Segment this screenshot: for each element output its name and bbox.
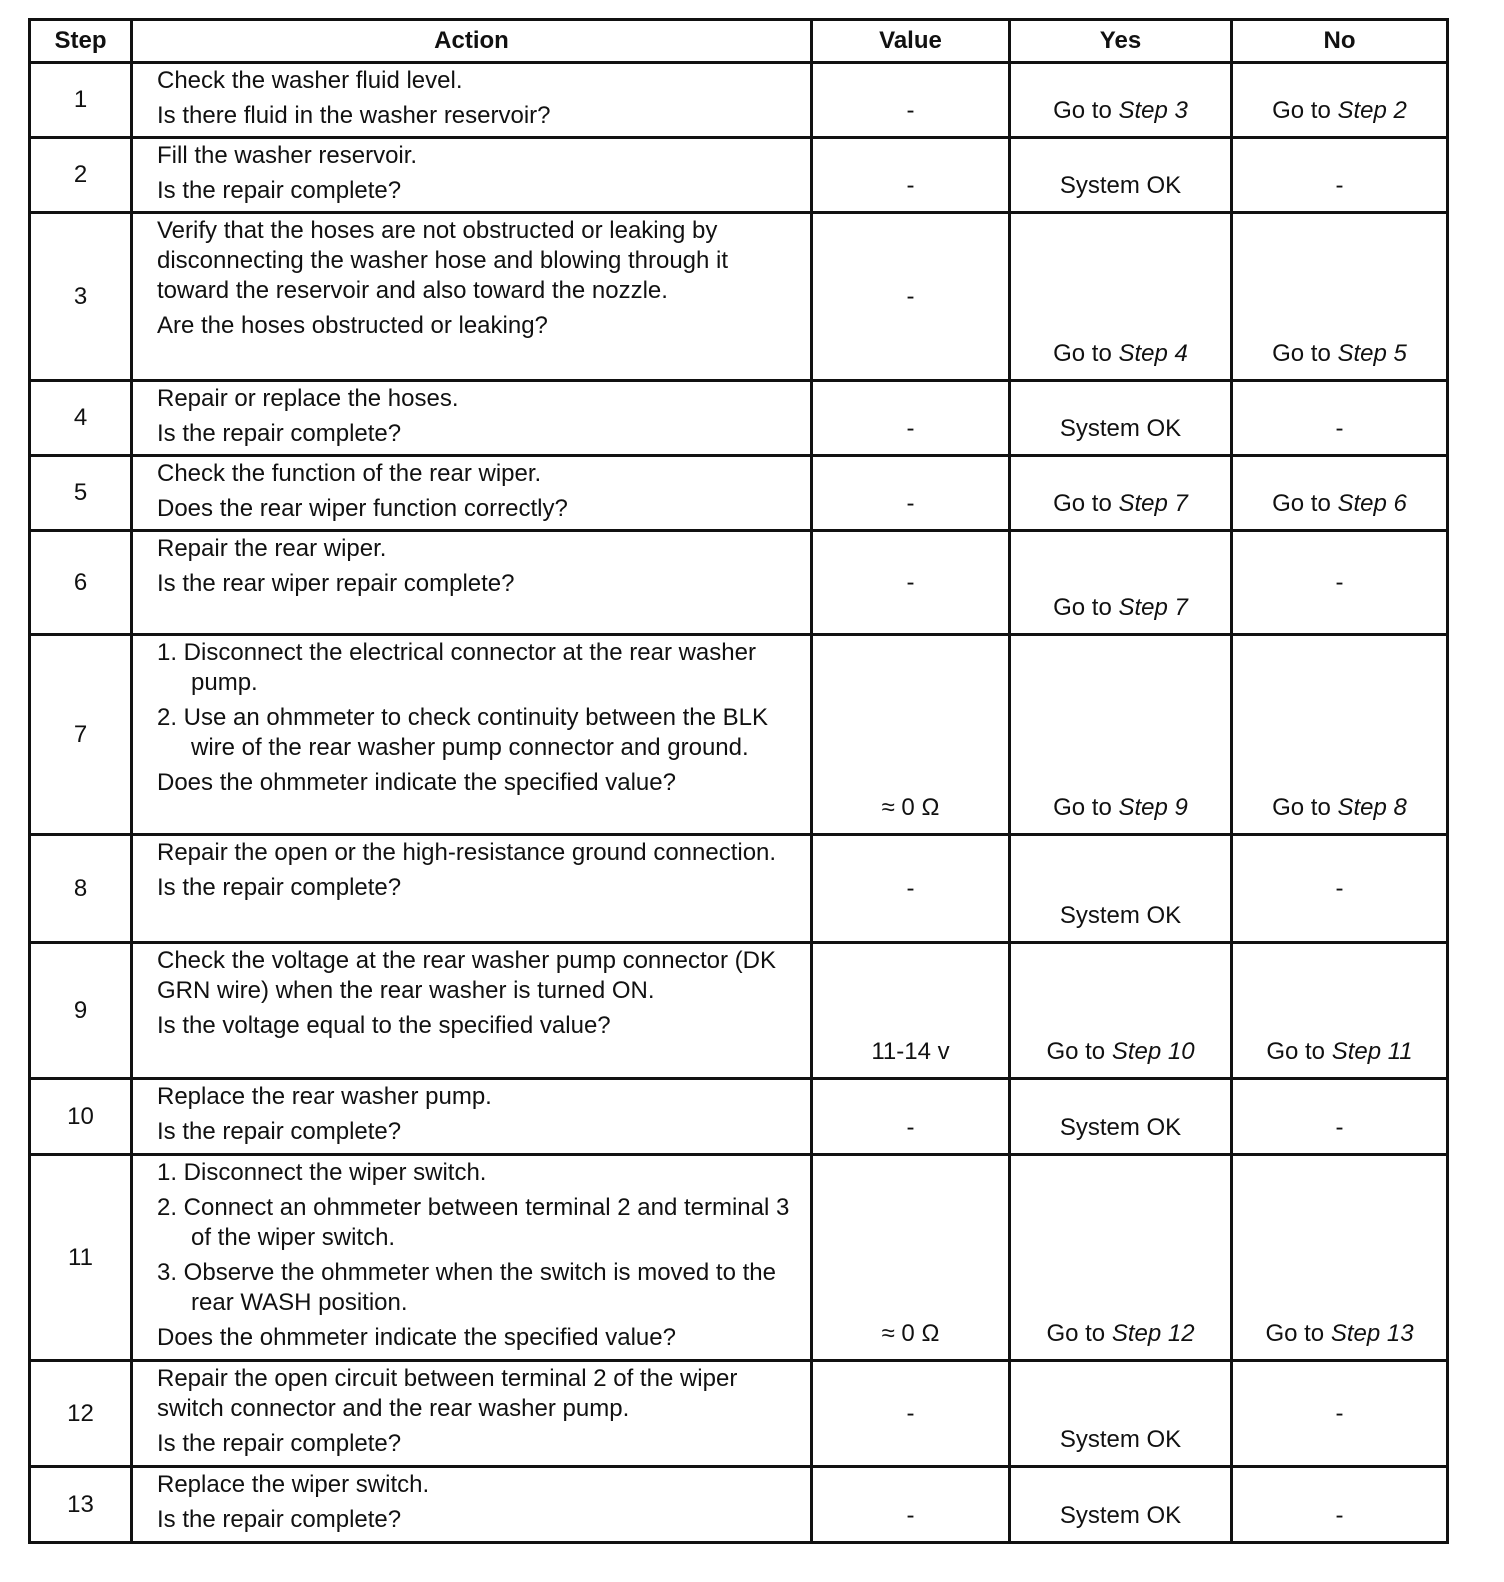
header-no: No (1232, 20, 1448, 63)
value-cell (812, 635, 1010, 835)
action-question: Is there fluid in the washer reservoir? (157, 102, 551, 129)
yes-cell (1010, 456, 1232, 531)
diagnostic-table-page (28, 18, 1446, 1544)
no-cell (1232, 531, 1448, 635)
action-description: Repair the open or the high-resistance ground connection. (157, 839, 777, 866)
action-cell (132, 456, 812, 531)
yes-cell (1010, 213, 1232, 381)
value-cell (812, 1155, 1010, 1361)
action-question: Is the repair complete? (157, 177, 402, 204)
yes-cell (1010, 943, 1232, 1079)
table-row (30, 456, 1448, 531)
value-cell (812, 835, 1010, 943)
header-action: Action (132, 20, 812, 63)
step-reference: Step 8 (1337, 794, 1407, 821)
action-question: Does the ohmmeter indicate the specified value? (157, 769, 676, 796)
value-cell (812, 213, 1010, 381)
action-cell (132, 1361, 812, 1467)
yes-cell (1010, 1155, 1232, 1361)
step-number: 1 (73, 86, 88, 113)
action-cell (132, 1467, 812, 1543)
table-row (30, 531, 1448, 635)
specified-value: - (906, 490, 915, 517)
no-cell (1232, 943, 1448, 1079)
action-description: Check the washer fluid level. (157, 67, 463, 94)
step-reference: Step 11 (1331, 1038, 1413, 1065)
specified-value: - (906, 875, 915, 902)
action-cell (132, 1079, 812, 1155)
go-to-prefix: Go to (1053, 97, 1119, 124)
no-result-text: - (1335, 1400, 1344, 1427)
action-question: Is the repair complete? (157, 420, 402, 447)
go-to-prefix: Go to (1272, 490, 1338, 517)
no-cell (1232, 138, 1448, 213)
action-description: Repair the open circuit between terminal 2 of the wiper switch connector and the rear washer pump. (157, 1365, 738, 1422)
yes-cell (1010, 635, 1232, 835)
action-list-item: 1. Disconnect the electrical connector at the rear washer pump. (157, 639, 756, 696)
yes-cell (1010, 1467, 1232, 1543)
no-cell (1232, 213, 1448, 381)
action-description: Check the voltage at the rear washer pump connector (DK GRN wire) when the rear washer is turned ON. (157, 947, 776, 1004)
action-list-item: 2. Use an ohmmeter to check continuity between the BLK wire of the rear washer pump connector and ground. (157, 704, 769, 761)
step-reference: Step 12 (1111, 1320, 1195, 1347)
header-value: Value (812, 20, 1010, 63)
step-reference: Step 6 (1337, 490, 1407, 517)
step-number: 5 (73, 479, 88, 506)
go-to-prefix: Go to (1272, 97, 1338, 124)
action-description: Verify that the hoses are not obstructed or leaking by disconnecting the washer hose and blowing through it toward the reservoir and also toward the nozzle. (157, 217, 729, 304)
value-cell (812, 1361, 1010, 1467)
step-number: 7 (73, 720, 88, 748)
step-cell (30, 213, 132, 381)
step-reference: Step 2 (1337, 97, 1407, 124)
table-row (30, 835, 1448, 943)
no-cell (1232, 381, 1448, 456)
step-number: 2 (73, 161, 88, 188)
action-description: Repair or replace the hoses. (157, 385, 459, 412)
no-result-text: - (1335, 1502, 1344, 1529)
header-yes: Yes (1010, 20, 1232, 63)
step-reference: Step 5 (1337, 340, 1407, 367)
specified-value: - (906, 1114, 915, 1141)
action-question: Is the rear wiper repair complete? (157, 570, 515, 597)
table-row (30, 63, 1448, 138)
action-cell (132, 835, 812, 943)
step-reference: Step 9 (1118, 794, 1188, 821)
value-cell (812, 1079, 1010, 1155)
no-cell (1232, 63, 1448, 138)
go-to-prefix: Go to (1053, 490, 1119, 517)
step-reference: Step 7 (1118, 594, 1188, 621)
yes-result-text: System OK (1059, 172, 1182, 199)
action-description: Repair the rear wiper. (157, 535, 387, 562)
header-row (30, 20, 1448, 63)
action-list-item: 2. Connect an ohmmeter between terminal 2 and terminal 3 of the wiper switch. (157, 1194, 790, 1251)
step-number: 10 (67, 1102, 94, 1130)
no-cell (1232, 835, 1448, 943)
action-description: Check the function of the rear wiper. (157, 460, 542, 487)
go-to-prefix: Go to (1265, 1320, 1331, 1347)
specified-value: 11-14 v (871, 1038, 950, 1065)
step-reference: Step 4 (1118, 340, 1188, 367)
go-to-prefix: Go to (1272, 340, 1338, 367)
step-cell (30, 635, 132, 835)
step-number: 13 (67, 1490, 94, 1518)
yes-cell (1010, 63, 1232, 138)
no-cell (1232, 1079, 1448, 1155)
yes-cell (1010, 835, 1232, 943)
step-number: 12 (67, 1399, 94, 1427)
step-number: 11 (68, 1243, 93, 1271)
table-row (30, 381, 1448, 456)
step-cell (30, 1361, 132, 1467)
table-row (30, 943, 1448, 1079)
specified-value: - (906, 415, 915, 442)
value-cell (812, 138, 1010, 213)
no-result-text: - (1335, 875, 1344, 902)
go-to-prefix: Go to (1053, 340, 1119, 367)
table-row (30, 213, 1448, 381)
specified-value: - (906, 97, 915, 124)
step-cell (30, 456, 132, 531)
table-row (30, 1155, 1448, 1361)
no-result-text: - (1335, 1114, 1344, 1141)
action-question: Does the rear wiper function correctly? (157, 495, 568, 522)
action-question: Does the ohmmeter indicate the specified value? (157, 1324, 676, 1351)
yes-cell (1010, 1361, 1232, 1467)
value-cell (812, 63, 1010, 138)
yes-cell (1010, 1079, 1232, 1155)
specified-value: ≈ 0 Ω (881, 794, 940, 821)
value-cell (812, 943, 1010, 1079)
specified-value: - (906, 1502, 915, 1529)
action-list-item: 1. Disconnect the wiper switch. (157, 1159, 487, 1186)
yes-cell (1010, 531, 1232, 635)
action-question: Are the hoses obstructed or leaking? (157, 312, 548, 339)
action-question: Is the repair complete? (157, 1506, 402, 1533)
yes-result-text: System OK (1059, 1502, 1182, 1529)
table-row (30, 1079, 1448, 1155)
no-result-text: - (1335, 415, 1344, 442)
action-cell (132, 635, 812, 835)
no-cell (1232, 635, 1448, 835)
step-reference: Step 7 (1118, 490, 1188, 517)
action-question: Is the repair complete? (157, 1118, 402, 1145)
action-cell (132, 381, 812, 456)
no-cell (1232, 456, 1448, 531)
action-question: Is the repair complete? (157, 874, 402, 901)
specified-value: - (906, 1400, 915, 1427)
value-cell (812, 456, 1010, 531)
table-row (30, 138, 1448, 213)
specified-value: - (906, 569, 915, 596)
action-description: Replace the rear washer pump. (157, 1083, 492, 1110)
yes-result-text: System OK (1059, 415, 1182, 442)
go-to-prefix: Go to (1272, 794, 1338, 821)
specified-value: - (906, 172, 915, 199)
step-number: 6 (73, 568, 88, 596)
action-cell (132, 63, 812, 138)
specified-value: ≈ 0 Ω (881, 1320, 940, 1347)
diagnostic-table (28, 18, 1449, 1544)
action-description: Fill the washer reservoir. (157, 142, 418, 169)
action-cell (132, 943, 812, 1079)
no-cell (1232, 1467, 1448, 1543)
value-cell (812, 531, 1010, 635)
go-to-prefix: Go to (1266, 1038, 1332, 1065)
step-cell (30, 63, 132, 138)
step-number: 9 (73, 996, 88, 1024)
go-to-prefix: Go to (1046, 1320, 1112, 1347)
yes-result-text: System OK (1059, 902, 1182, 929)
step-number: 4 (73, 404, 88, 431)
yes-cell (1010, 138, 1232, 213)
no-cell (1232, 1155, 1448, 1361)
action-question: Is the repair complete? (157, 1430, 402, 1457)
action-question: Is the voltage equal to the specified value? (157, 1012, 611, 1039)
step-cell (30, 835, 132, 943)
step-reference: Step 13 (1330, 1320, 1414, 1347)
no-result-text: - (1335, 172, 1344, 199)
step-cell (30, 1155, 132, 1361)
header-step: Step (30, 20, 132, 63)
step-reference: Step 3 (1118, 97, 1188, 124)
action-list-item: 3. Observe the ohmmeter when the switch is moved to the rear WASH position. (157, 1259, 776, 1316)
table-row (30, 635, 1448, 835)
step-cell (30, 138, 132, 213)
action-cell (132, 531, 812, 635)
action-description: Replace the wiper switch. (157, 1471, 430, 1498)
value-cell (812, 381, 1010, 456)
action-cell (132, 138, 812, 213)
step-reference: Step 10 (1111, 1038, 1195, 1065)
action-cell (132, 1155, 812, 1361)
step-number: 8 (73, 874, 88, 902)
step-cell (30, 1467, 132, 1543)
table-row (30, 1361, 1448, 1467)
specified-value: - (906, 283, 915, 310)
go-to-prefix: Go to (1046, 1038, 1112, 1065)
yes-result-text: System OK (1059, 1426, 1182, 1453)
yes-result-text: System OK (1059, 1114, 1182, 1141)
table-row (30, 1467, 1448, 1543)
no-result-text: - (1335, 569, 1344, 596)
no-cell (1232, 1361, 1448, 1467)
step-cell (30, 943, 132, 1079)
go-to-prefix: Go to (1053, 594, 1119, 621)
step-number: 3 (73, 282, 88, 310)
yes-cell (1010, 381, 1232, 456)
step-cell (30, 531, 132, 635)
step-cell (30, 381, 132, 456)
go-to-prefix: Go to (1053, 794, 1119, 821)
action-cell (132, 213, 812, 381)
value-cell (812, 1467, 1010, 1543)
step-cell (30, 1079, 132, 1155)
